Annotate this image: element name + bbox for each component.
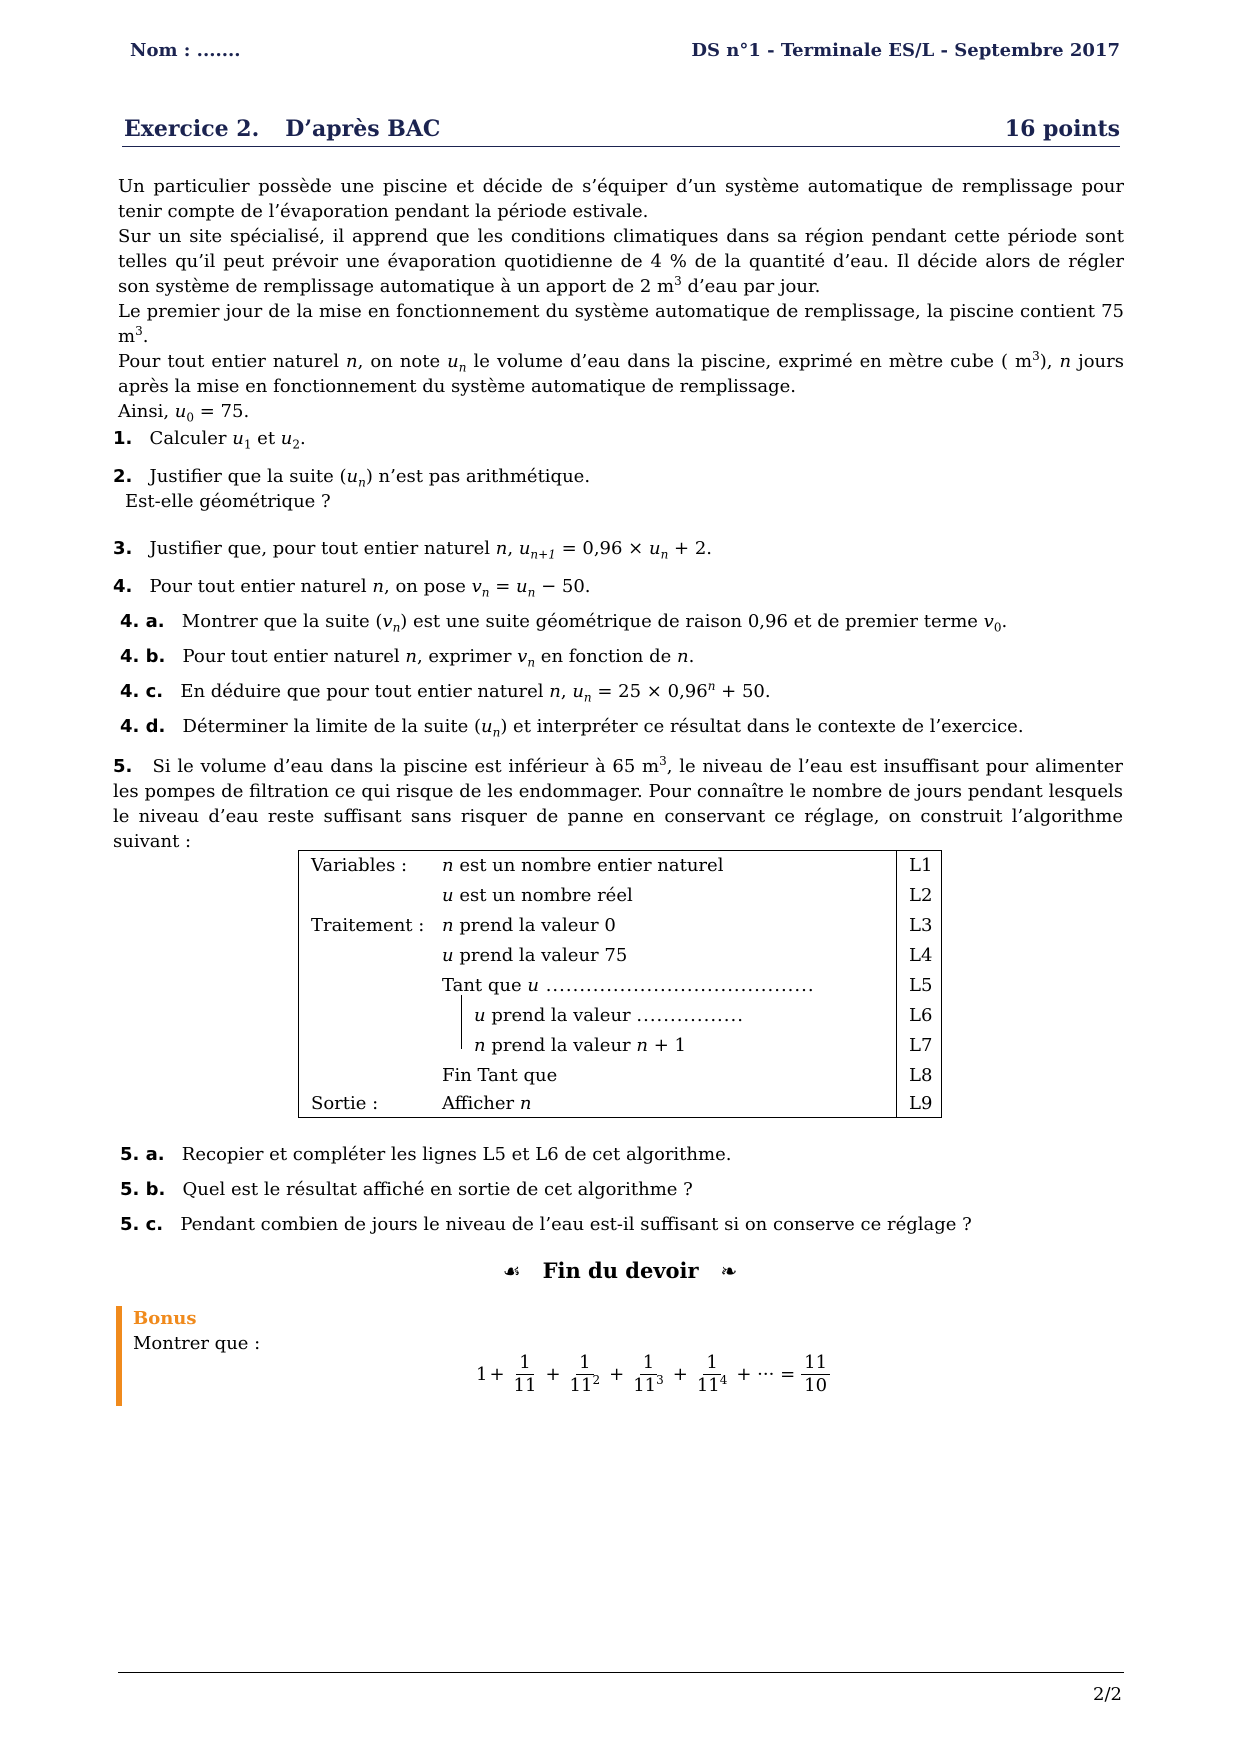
fraction-4: $\frac{1}{11^4}$ [696, 1352, 728, 1396]
question-4d: 4. d. Déterminer la limite de la suite $(u_n)$ et interpréter ce résultat dans le contexte de l’exercice. [120, 716, 1024, 740]
student-name-field: Nom : ....... [130, 40, 241, 61]
bonus-text: Montrer que : [133, 1333, 261, 1354]
algo-line-8: Fin Tant que L8 [442, 1065, 933, 1086]
question-5a: 5. a. Recopier et compléter les lignes L5 et L6 de cet algorithme. [120, 1144, 732, 1165]
question-5c: 5. c. Pendant combien de jours le niveau de l’eau est-il suffisant si on conserve ce réglage ? [120, 1214, 972, 1235]
right-ornament-icon: ❧ [720, 1259, 738, 1283]
exercise-title [122, 116, 1120, 147]
intro-text [118, 174, 1124, 424]
algo-line-1: Variables : n est un nombre entier naturel L1 [311, 855, 933, 876]
algo-line-5: Tant que u ........................................ L5 [442, 975, 933, 996]
question-3: 3. Justifier que, pour tout entier naturel n, $u_{n+1} = 0,96 \times u_n + 2$. [113, 538, 713, 562]
algo-line-9: Sortie : Afficher n L9 [311, 1093, 933, 1114]
end-of-test [0, 1258, 1240, 1283]
bonus-title: Bonus [133, 1308, 197, 1329]
question-2: 2. Justifier que la suite $(u_n)$ n’est pas arithmétique. Est-elle géométrique ? [113, 466, 591, 512]
page-number: 2/2 [1093, 1684, 1122, 1705]
intro-p5: Ainsi, $u_0 = 75$. [118, 401, 250, 425]
fraction-result: $\frac{11}{10}$ [801, 1352, 830, 1397]
fraction-2: $\frac{1}{11^2}$ [569, 1352, 601, 1396]
question-4: 4. Pour tout entier naturel n, on pose $v_n = u_n - 50$. [113, 576, 591, 600]
question-4b: 4. b. Pour tout entier naturel n, exprimer $v_n$ en fonction de n. [120, 646, 695, 670]
footer-rule [118, 1672, 1124, 1673]
left-ornament-icon: ☙ [502, 1259, 521, 1283]
intro-p1: Un particulier possède une piscine et décide de s’équiper d’un système automatique de remplissage pour tenir compte de l’évaporation pendant la période estivale. [118, 176, 1124, 222]
algo-line-6: u prend la valeur ................ L6 [474, 1005, 933, 1026]
algo-line-7: n prend la valeur n + 1 L7 [474, 1035, 933, 1056]
algo-line-2: u est un nombre réel L2 [442, 885, 933, 906]
end-text: Fin du devoir [542, 1258, 699, 1283]
question-4a: 4. a. Montrer que la suite $(v_n)$ est une suite géométrique de raison 0,96 et de premier terme $v_0$. [120, 611, 1008, 635]
exercise-source: D’après BAC [285, 116, 441, 142]
algo-line-4: u prend la valeur 75 L4 [442, 945, 933, 966]
bonus-formula: 1 + $\frac{1}{11}$ + $\frac{1}{11^2}$ + $\frac{1}{11^3}$ + $\frac{1}{11^4}$ + ··· = $\frac{11}{10}$ [476, 1352, 834, 1397]
question-5: 5. Si le volume d’eau dans la piscine est inférieur à 65 $m^3$, le niveau de l’eau est insuffisant pour alimenter les pompes de filtration ce qui risque de les endommager. Pour connaître le nombre de jours pendant lesquels le niveau d’eau reste suffisant sans risquer de panne en conservant ce réglage, on construit l’algorithme suivant : [113, 754, 1123, 852]
question-5b: 5. b. Quel est le résultat affiché en sortie de cet algorithme ? [120, 1179, 693, 1200]
fraction-3: $\frac{1}{11^3}$ [633, 1352, 664, 1396]
exercise-number: Exercice 2. [124, 116, 260, 142]
intro-p2: Sur un site spécialisé, il apprend que les conditions climatiques dans sa région pendant cette période sont telles qu’il peut prévoir une évaporation quotidienne de 4 % de la quantité d’eau. Il décide alors de régler son système de remplissage automatique à un apport de 2 $m^3$ d’eau par jour. [118, 226, 1124, 297]
fraction-1: $\frac{1}{11}$ [513, 1352, 537, 1396]
exercise-points: 16 points [1004, 116, 1120, 142]
question-1: 1. Calculer $u_1$ et $u_2$. [113, 428, 306, 452]
algo-line-3: Traitement : n prend la valeur 0 L3 [311, 915, 933, 936]
question-4c: 4. c. En déduire que pour tout entier naturel n, $u_n = 25 \times 0,96^n + 50$. [120, 679, 771, 705]
algorithm-table [298, 850, 942, 1118]
test-header: DS n°1 - Terminale ES/L - Septembre 2017 [691, 40, 1120, 61]
intro-p4: Pour tout entier naturel n, on note $u_n$ le volume d’eau dans la piscine, exprimé en mètre cube ( $m^3$), n jours après la mise en fonctionnement du système automatique de remplissage. [118, 349, 1124, 397]
intro-p3: Le premier jour de la mise en fonctionnement du système automatique de remplissage, la piscine contient 75 $m^3$. [118, 301, 1124, 347]
